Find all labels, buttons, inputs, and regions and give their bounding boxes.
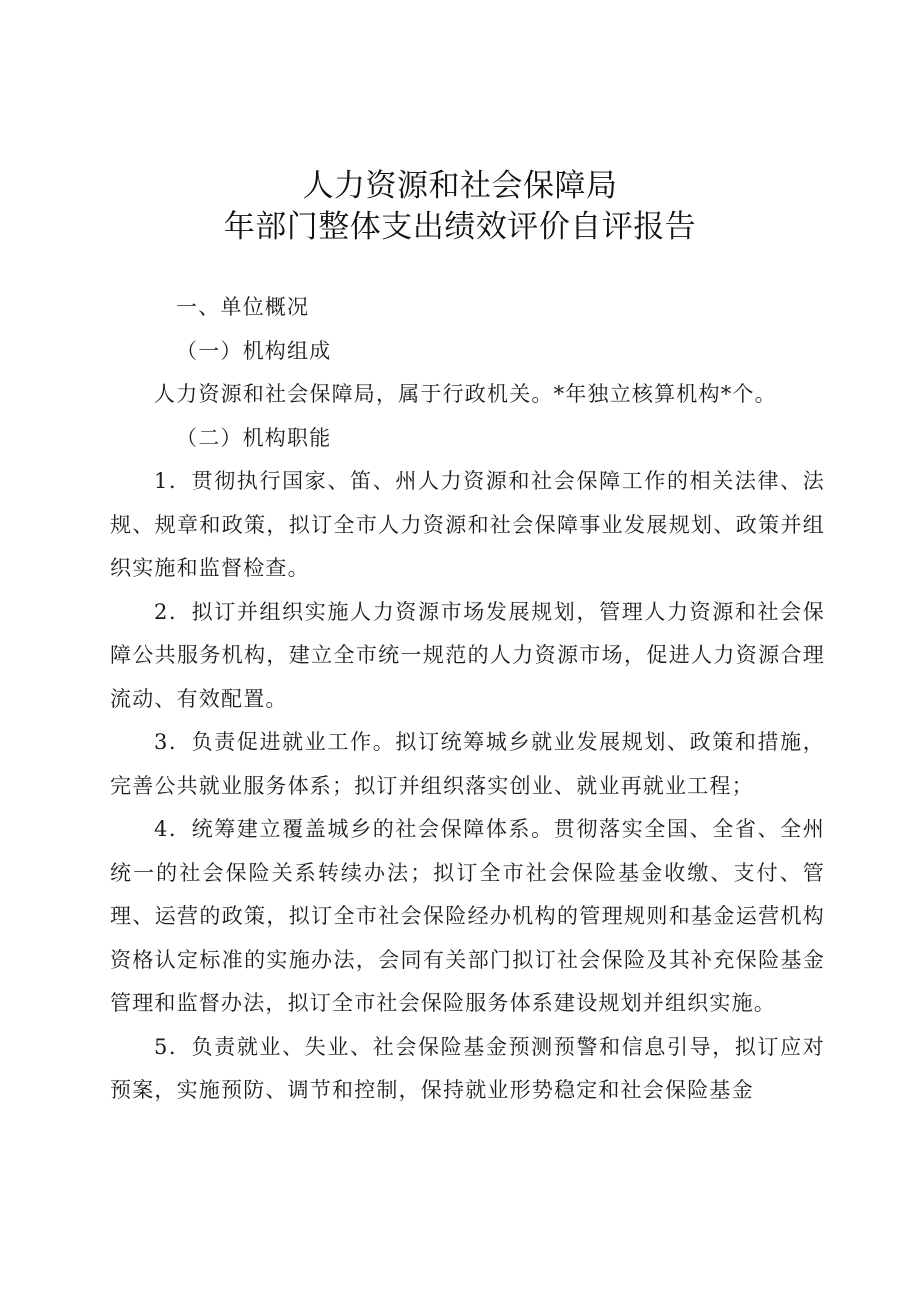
document-title-line2: 年部门整体支出绩效评价自评报告: [223, 209, 697, 245]
section-heading-unit-overview: 一、单位概况: [176, 295, 310, 319]
subsection-heading-organization: （一）机构组成: [176, 338, 332, 363]
function-item-5: 5．负责就业、失业、社会保险基金预测预警和信息引导，拟订应对预案，实施预防、调节和控制，保持就业形势稳定和社会保险基金: [110, 1034, 825, 1102]
function-item-3: 3．负责促进就业工作。拟订统筹城乡就业发展规划、政策和措施，完善公共就业服务体系；拟订并组织落实创业、就业再就业工程；: [110, 730, 825, 798]
function-item-4: 4．统筹建立覆盖城乡的社会保障体系。贯彻落实全国、全省、全州统一的社会保险关系转续办法；拟订全市社会保险基金收缴、支付、管理、运营的政策，拟订全市社会保险经办机构的管理规则和基金运营机构资格认定标准的实施办法，会同有关部门拟订社会保险及其补充保险基金管理和监督办法，拟订全市社会保险服务体系建设规划并组织实施。: [110, 817, 825, 1015]
organization-paragraph: 人力资源和社会保障局，属于行政机关。*年独立核算机构*个。: [154, 382, 777, 406]
function-item-2: 2．拟订并组织实施人力资源市场发展规划，管理人力资源和社会保障公共服务机构，建立全市统一规范的人力资源市场，促进人力资源合理流动、有效配置。: [110, 599, 825, 711]
subsection-heading-functions: （二）机构职能: [176, 425, 332, 450]
document-title-line1: 人力资源和社会保障局: [302, 168, 618, 204]
function-item-1: 1．贯彻执行国家、笛、州人力资源和社会保障工作的相关法律、法规、规章和政策，拟订全市人力资源和社会保障事业发展规划、政策并组织实施和监督检查。: [110, 469, 825, 580]
document-body: [110, 286, 825, 1113]
